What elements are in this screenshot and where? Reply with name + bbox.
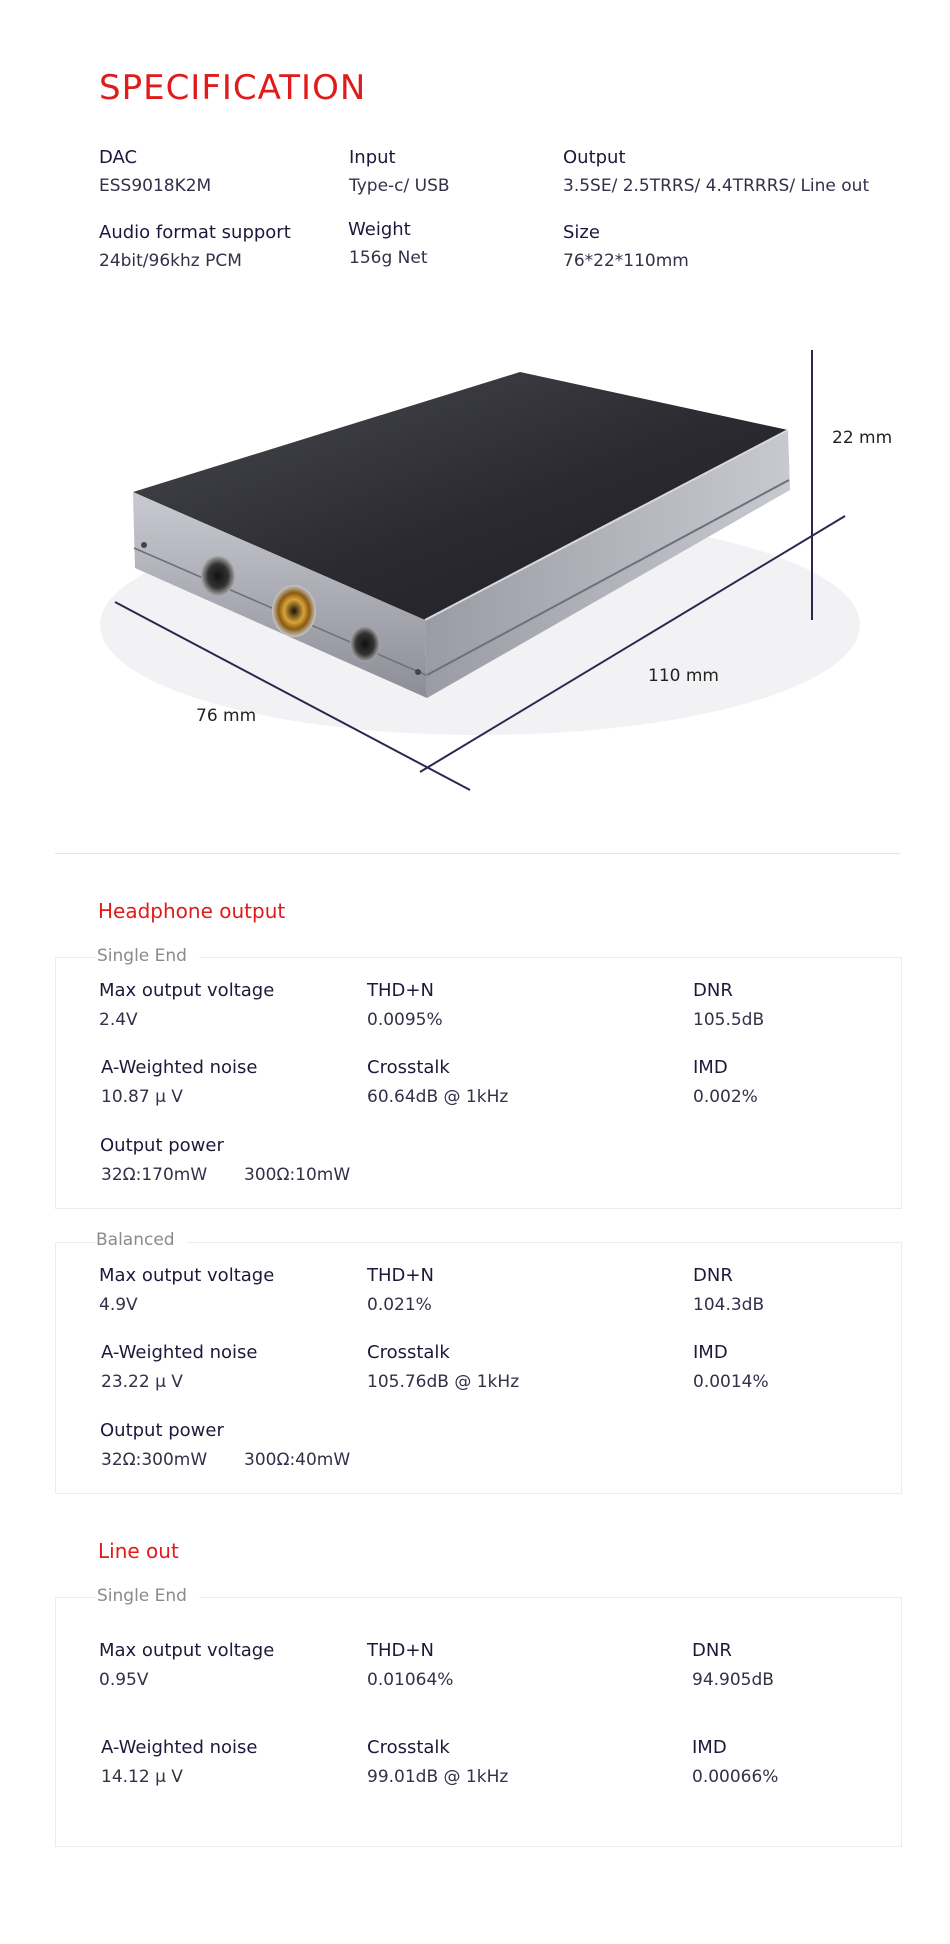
crosstalk-value: 105.76dB @ 1kHz: [367, 1372, 520, 1392]
output-power-300-value: 300Ω:10mW: [244, 1165, 351, 1185]
output-label: Output: [563, 147, 626, 168]
audio-format-label: Audio format support: [99, 222, 291, 243]
imd-value: 0.00066%: [692, 1767, 779, 1787]
a-weighted-noise-label: A-Weighted noise: [101, 1737, 258, 1758]
crosstalk-value: 99.01dB @ 1kHz: [367, 1767, 509, 1787]
dnr-value: 104.3dB: [693, 1295, 765, 1315]
line-out-single-end-box: [55, 1597, 902, 1847]
headphone-single-end-title: Single End: [97, 946, 199, 966]
line-out-title: Line out: [98, 1539, 179, 1563]
thdn-value: 0.01064%: [367, 1670, 454, 1690]
thdn-value: 0.021%: [367, 1295, 432, 1315]
dac-label: DAC: [99, 147, 138, 168]
input-label: Input: [349, 147, 396, 168]
max-output-voltage-value: 0.95V: [99, 1670, 149, 1690]
dac-value: ESS9018K2M: [99, 176, 212, 196]
product-image: [0, 320, 950, 810]
imd-value: 0.0014%: [693, 1372, 769, 1392]
dnr-label: DNR: [693, 980, 733, 1001]
dimension-length: 110 mm: [648, 666, 719, 686]
dimension-height: 22 mm: [832, 428, 893, 448]
dimension-width: 76 mm: [196, 706, 257, 726]
a-weighted-noise-label: A-Weighted noise: [101, 1342, 258, 1363]
a-weighted-noise-value: 14.12 μ V: [101, 1767, 183, 1787]
input-value: Type-c/ USB: [349, 176, 450, 196]
crosstalk-label: Crosstalk: [367, 1057, 450, 1078]
dnr-label: DNR: [692, 1640, 732, 1661]
output-power-300-value: 300Ω:40mW: [244, 1450, 351, 1470]
thdn-value: 0.0095%: [367, 1010, 443, 1030]
thdn-label: THD+N: [367, 1265, 434, 1286]
weight-label: Weight: [348, 219, 411, 240]
page-title: SPECIFICATION: [99, 68, 367, 108]
headphone-balanced-title: Balanced: [96, 1230, 187, 1250]
imd-label: IMD: [693, 1342, 728, 1363]
weight-value: 156g Net: [349, 248, 428, 268]
max-output-voltage-label: Max output voltage: [99, 980, 275, 1001]
thdn-label: THD+N: [367, 1640, 434, 1661]
max-output-voltage-value: 4.9V: [99, 1295, 138, 1315]
size-value: 76*22*110mm: [563, 251, 689, 271]
max-output-voltage-label: Max output voltage: [99, 1640, 275, 1661]
max-output-voltage-value: 2.4V: [99, 1010, 138, 1030]
thdn-label: THD+N: [367, 980, 434, 1001]
dnr-value: 105.5dB: [693, 1010, 765, 1030]
output-power-32-value: 32Ω:170mW: [101, 1165, 208, 1185]
audio-format-value: 24bit/96khz PCM: [99, 251, 242, 271]
dnr-value: 94.905dB: [692, 1670, 774, 1690]
crosstalk-label: Crosstalk: [367, 1737, 450, 1758]
crosstalk-label: Crosstalk: [367, 1342, 450, 1363]
line-out-single-end-title: Single End: [97, 1586, 199, 1606]
a-weighted-noise-value: 10.87 μ V: [101, 1087, 183, 1107]
output-power-label: Output power: [100, 1135, 224, 1156]
output-power-label: Output power: [100, 1420, 224, 1441]
crosstalk-value: 60.64dB @ 1kHz: [367, 1087, 509, 1107]
section-divider: [55, 853, 900, 854]
a-weighted-noise-value: 23.22 μ V: [101, 1372, 183, 1392]
size-label: Size: [563, 222, 600, 243]
max-output-voltage-label: Max output voltage: [99, 1265, 275, 1286]
output-power-32-value: 32Ω:300mW: [101, 1450, 208, 1470]
a-weighted-noise-label: A-Weighted noise: [101, 1057, 258, 1078]
dnr-label: DNR: [693, 1265, 733, 1286]
imd-label: IMD: [692, 1737, 727, 1758]
imd-value: 0.002%: [693, 1087, 758, 1107]
imd-label: IMD: [693, 1057, 728, 1078]
output-value: 3.5SE/ 2.5TRRS/ 4.4TRRRS/ Line out: [563, 176, 870, 196]
headphone-output-title: Headphone output: [98, 899, 286, 923]
